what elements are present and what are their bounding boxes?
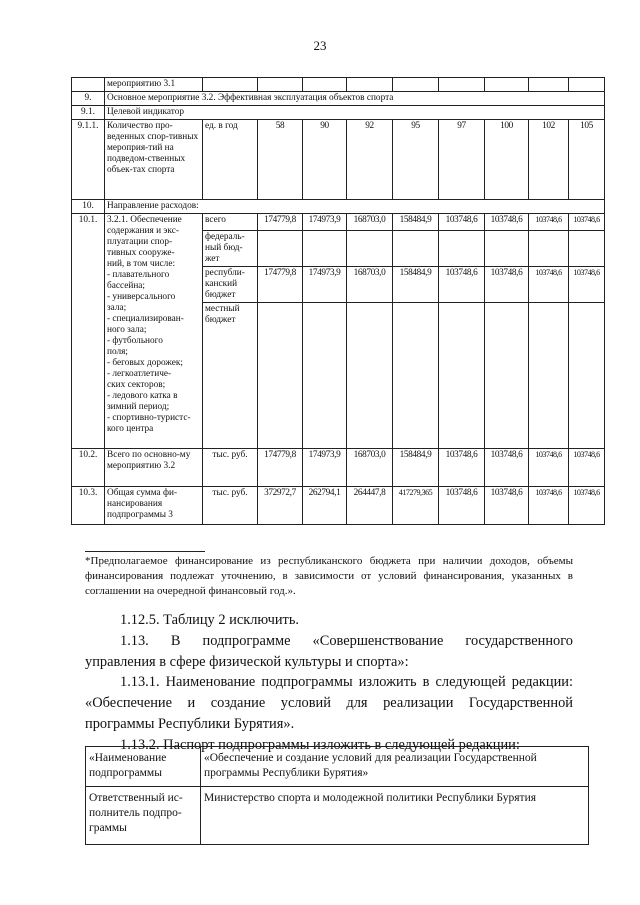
- value-cell: 103748,6: [439, 213, 485, 230]
- table-row-total-sub: [72, 486, 605, 524]
- table-row: [86, 787, 589, 845]
- value-cell: 103748,6: [569, 448, 605, 486]
- value-cell: 103748,6: [569, 486, 605, 524]
- value-cell: 103748,6: [439, 486, 485, 524]
- value-cell: 417279,365: [393, 486, 439, 524]
- table-row-expense-total: [72, 213, 605, 230]
- value-cell: 103748,6: [485, 486, 529, 524]
- table-row-continuation: [72, 78, 605, 92]
- value-cell: 103748,6: [529, 213, 569, 230]
- budget-table: [71, 77, 605, 525]
- value-cell: 103748,6: [569, 266, 605, 302]
- section-title: Направление расходов:: [105, 199, 605, 213]
- passport-table: [85, 746, 589, 845]
- page-number: 23: [313, 38, 327, 53]
- value-cell: 103748,6: [485, 266, 529, 302]
- paragraph: 1.12.5. Таблицу 2 исключить.: [120, 612, 299, 628]
- paragraph: 1.13.1. Наименование подпрограммы изложить в следующей редакции: «Обеспечение и создание условий для реализации Государственной программы Республики Бурятия».: [85, 674, 573, 732]
- value-cell: 168703,0: [347, 266, 393, 302]
- table-row-section-10: [72, 199, 605, 213]
- value-cell: 174973,9: [303, 213, 347, 230]
- value-cell: 174973,9: [303, 448, 347, 486]
- value-cell: 103748,6: [439, 448, 485, 486]
- value-cell: 158484,9: [393, 448, 439, 486]
- table-row-section-9: [72, 91, 605, 105]
- value-cell: 262794,1: [303, 486, 347, 524]
- row-number: 10.2.: [72, 448, 105, 486]
- value-cell: 97: [439, 119, 485, 199]
- value-cell: 103748,6: [529, 448, 569, 486]
- table-row-section-9-1: [72, 105, 605, 119]
- value-cell: 158484,9: [393, 266, 439, 302]
- value-cell: 92: [347, 119, 393, 199]
- row-number: 10.1.: [72, 213, 105, 448]
- footnote: *Предполагаемое финансирование из республиканского бюджета при наличии доходов, объемы финансирования подлежат уточнению, в зависимости от условий финансирования, указанных в соглашении на очередной финансовый год.».: [85, 555, 573, 597]
- passport-label: «Наименование подпрограммы: [86, 747, 201, 787]
- value-cell: 103748,6: [529, 486, 569, 524]
- body-text: [85, 610, 573, 756]
- table-row-total-main: [72, 448, 605, 486]
- row-number: 9.1.: [72, 105, 105, 119]
- section-title: Основное мероприятие 3.2. Эффективная эксплуатация объектов спорта: [105, 91, 605, 105]
- indicator-unit: ед. в год: [203, 119, 258, 199]
- value-cell: 103748,6: [485, 448, 529, 486]
- source-label: республи-канский бюджет: [203, 266, 258, 302]
- value-cell: 105: [569, 119, 605, 199]
- table-row-indicator: [72, 119, 605, 199]
- value-cell: 102: [529, 119, 569, 199]
- passport-value: «Обеспечение и создание условий для реализации Государственной программы Республики Бурятия»: [201, 747, 589, 787]
- value-cell: 168703,0: [347, 448, 393, 486]
- value-cell: 158484,9: [393, 213, 439, 230]
- value-cell: 168703,0: [347, 213, 393, 230]
- row-number: 10.3.: [72, 486, 105, 524]
- value-cell: 264447,8: [347, 486, 393, 524]
- source-label: всего: [203, 213, 258, 230]
- total-unit: тыс. руб.: [203, 486, 258, 524]
- value-cell: 95: [393, 119, 439, 199]
- expense-name: 3.2.1. Обеспечение содержания и экс- плуатации спор- тивных сооруже- ний, в том числе: - плавательного бассейна; - универсального зала; - специализирован- ного зала; - футбольного поля; - беговых дорожек; - легкоатлетиче- ских секторов; - ледового катка в зимний период; - спортивно-туристс- кого центра: [105, 213, 203, 448]
- value-cell: 103748,6: [485, 213, 529, 230]
- total-name: Общая сумма фи-нансирования подпрограммы 3: [105, 486, 203, 524]
- total-unit: тыс. руб.: [203, 448, 258, 486]
- paragraph: 1.13.2. Паспорт подпрограммы изложить в следующей редакции:: [120, 736, 520, 753]
- value-cell: 372972,7: [258, 486, 303, 524]
- paragraph: 1.13. В подпрограмме «Совершенствование государственного управления в сфере физической культуры и спорта»:: [85, 632, 573, 670]
- indicator-name: Количество про-веденных спор-тивных мероприя-тий на подведом-ственных объек-тах спорта: [105, 119, 203, 199]
- value-cell: 174779,8: [258, 448, 303, 486]
- value-cell: 90: [303, 119, 347, 199]
- value-cell: 100: [485, 119, 529, 199]
- value-cell: 103748,6: [439, 266, 485, 302]
- row-number: 9.: [72, 91, 105, 105]
- source-label: федераль-ный бюд-жет: [203, 230, 258, 266]
- footnote-divider: [85, 551, 205, 552]
- passport-label: Ответственный ис-полнитель подпро-граммы: [86, 787, 201, 845]
- section-title: Целевой индикатор: [105, 105, 605, 119]
- passport-value: Министерство спорта и молодежной политики Республики Бурятия: [201, 787, 589, 845]
- total-name: Всего по основно-му мероприятию 3.2: [105, 448, 203, 486]
- value-cell: 103748,6: [529, 266, 569, 302]
- continuation-label: мероприятию 3.1: [105, 78, 203, 92]
- value-cell: 103748,6: [569, 213, 605, 230]
- value-cell: 174779,8: [258, 213, 303, 230]
- value-cell: 58: [258, 119, 303, 199]
- source-label: местный бюджет: [203, 302, 258, 448]
- value-cell: 174973,9: [303, 266, 347, 302]
- value-cell: 174779,8: [258, 266, 303, 302]
- row-number: 10.: [72, 199, 105, 213]
- table-row: [86, 747, 589, 787]
- row-number: 9.1.1.: [72, 119, 105, 199]
